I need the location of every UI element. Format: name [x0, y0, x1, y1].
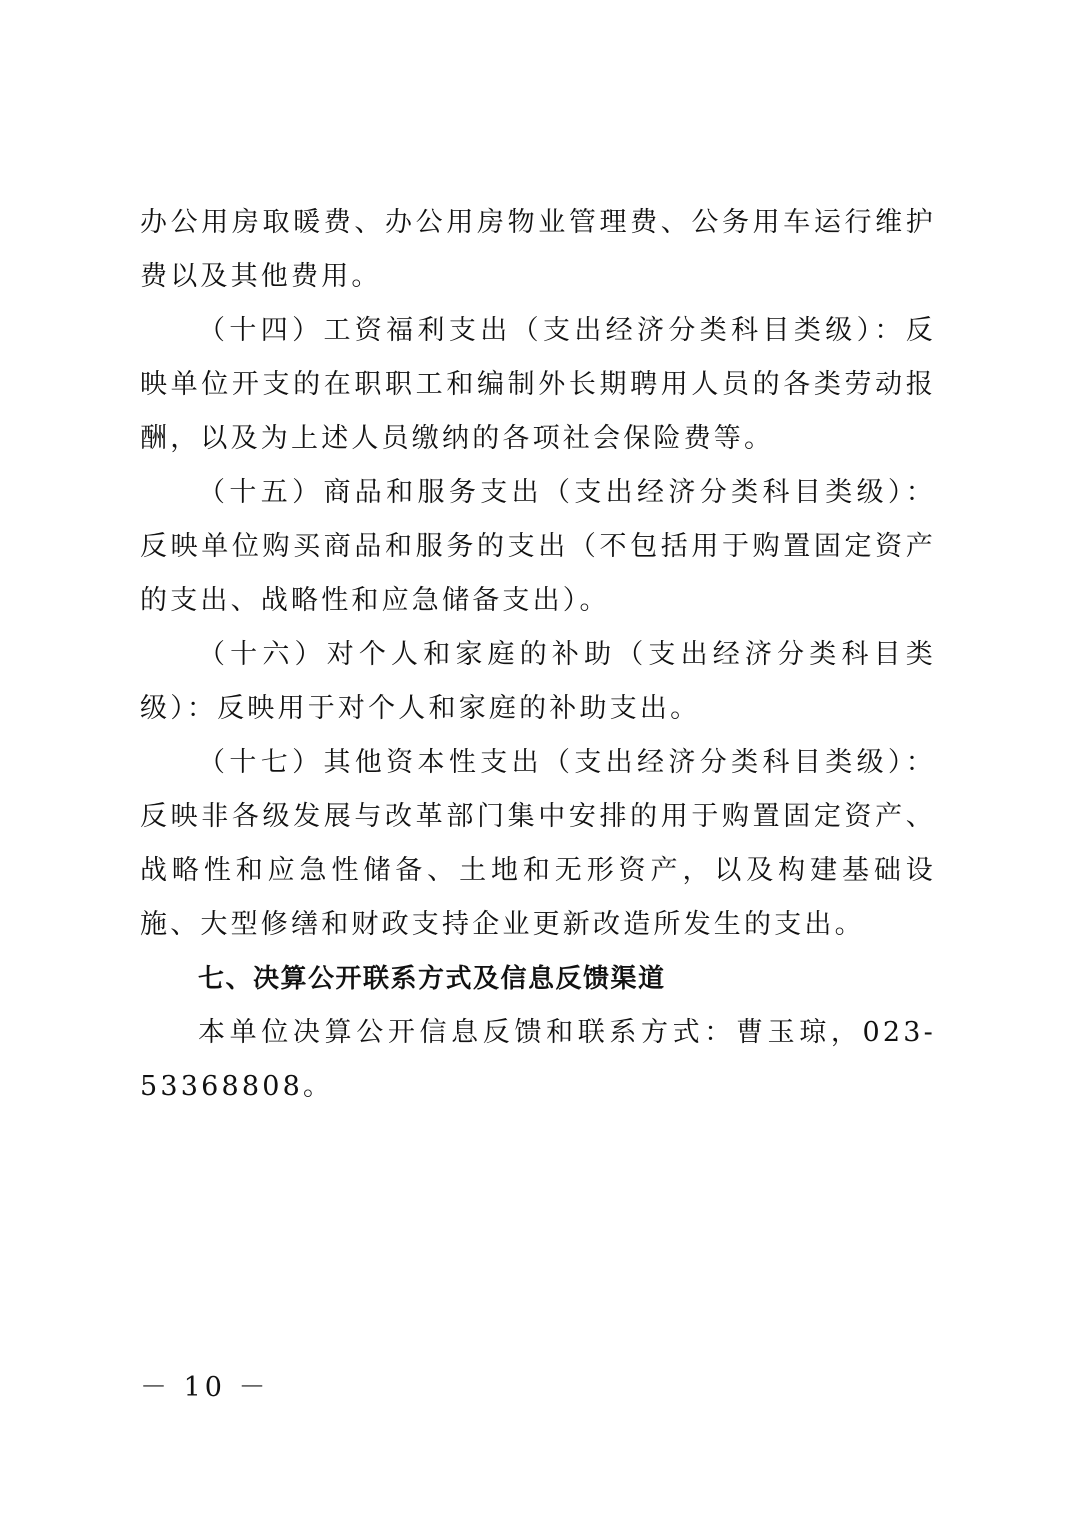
paragraph-item-15: （十五）商品和服务支出（支出经济分类科目类级）：反映单位购买商品和服务的支出（不包括用于购置固定资产的支出、战略性和应急储备支出）。: [140, 477, 936, 616]
paragraph-item-16: （十六）对个人和家庭的补助（支出经济分类科目类级）：反映用于对个人和家庭的补助支出。: [140, 639, 936, 724]
paragraph-item-14: （十四）工资福利支出（支出经济分类科目类级）：反映单位开支的在职职工和编制外长期聘用人员的各类劳动报酬，以及为上述人员缴纳的各项社会保险费等。: [140, 315, 936, 454]
paragraph-item-17: （十七）其他资本性支出（支出经济分类科目类级）：反映非各级发展与改革部门集中安排的用于购置固定资产、战略性和应急性储备、土地和无形资产，以及构建基础设施、大型修缮和财政支持企业更新改造所发生的支出。: [140, 747, 936, 940]
section-heading-7: 七、决算公开联系方式及信息反馈渠道: [198, 964, 666, 994]
page-number: － 10 －: [140, 1372, 270, 1403]
contact-paragraph: 本单位决算公开信息反馈和联系方式：曹玉琼，023-53368808。: [140, 1017, 936, 1102]
paragraph-continuation: 办公用房取暖费、办公用房物业管理费、公务用车运行维护费以及其他费用。: [140, 207, 936, 292]
document-body: [140, 196, 936, 1114]
